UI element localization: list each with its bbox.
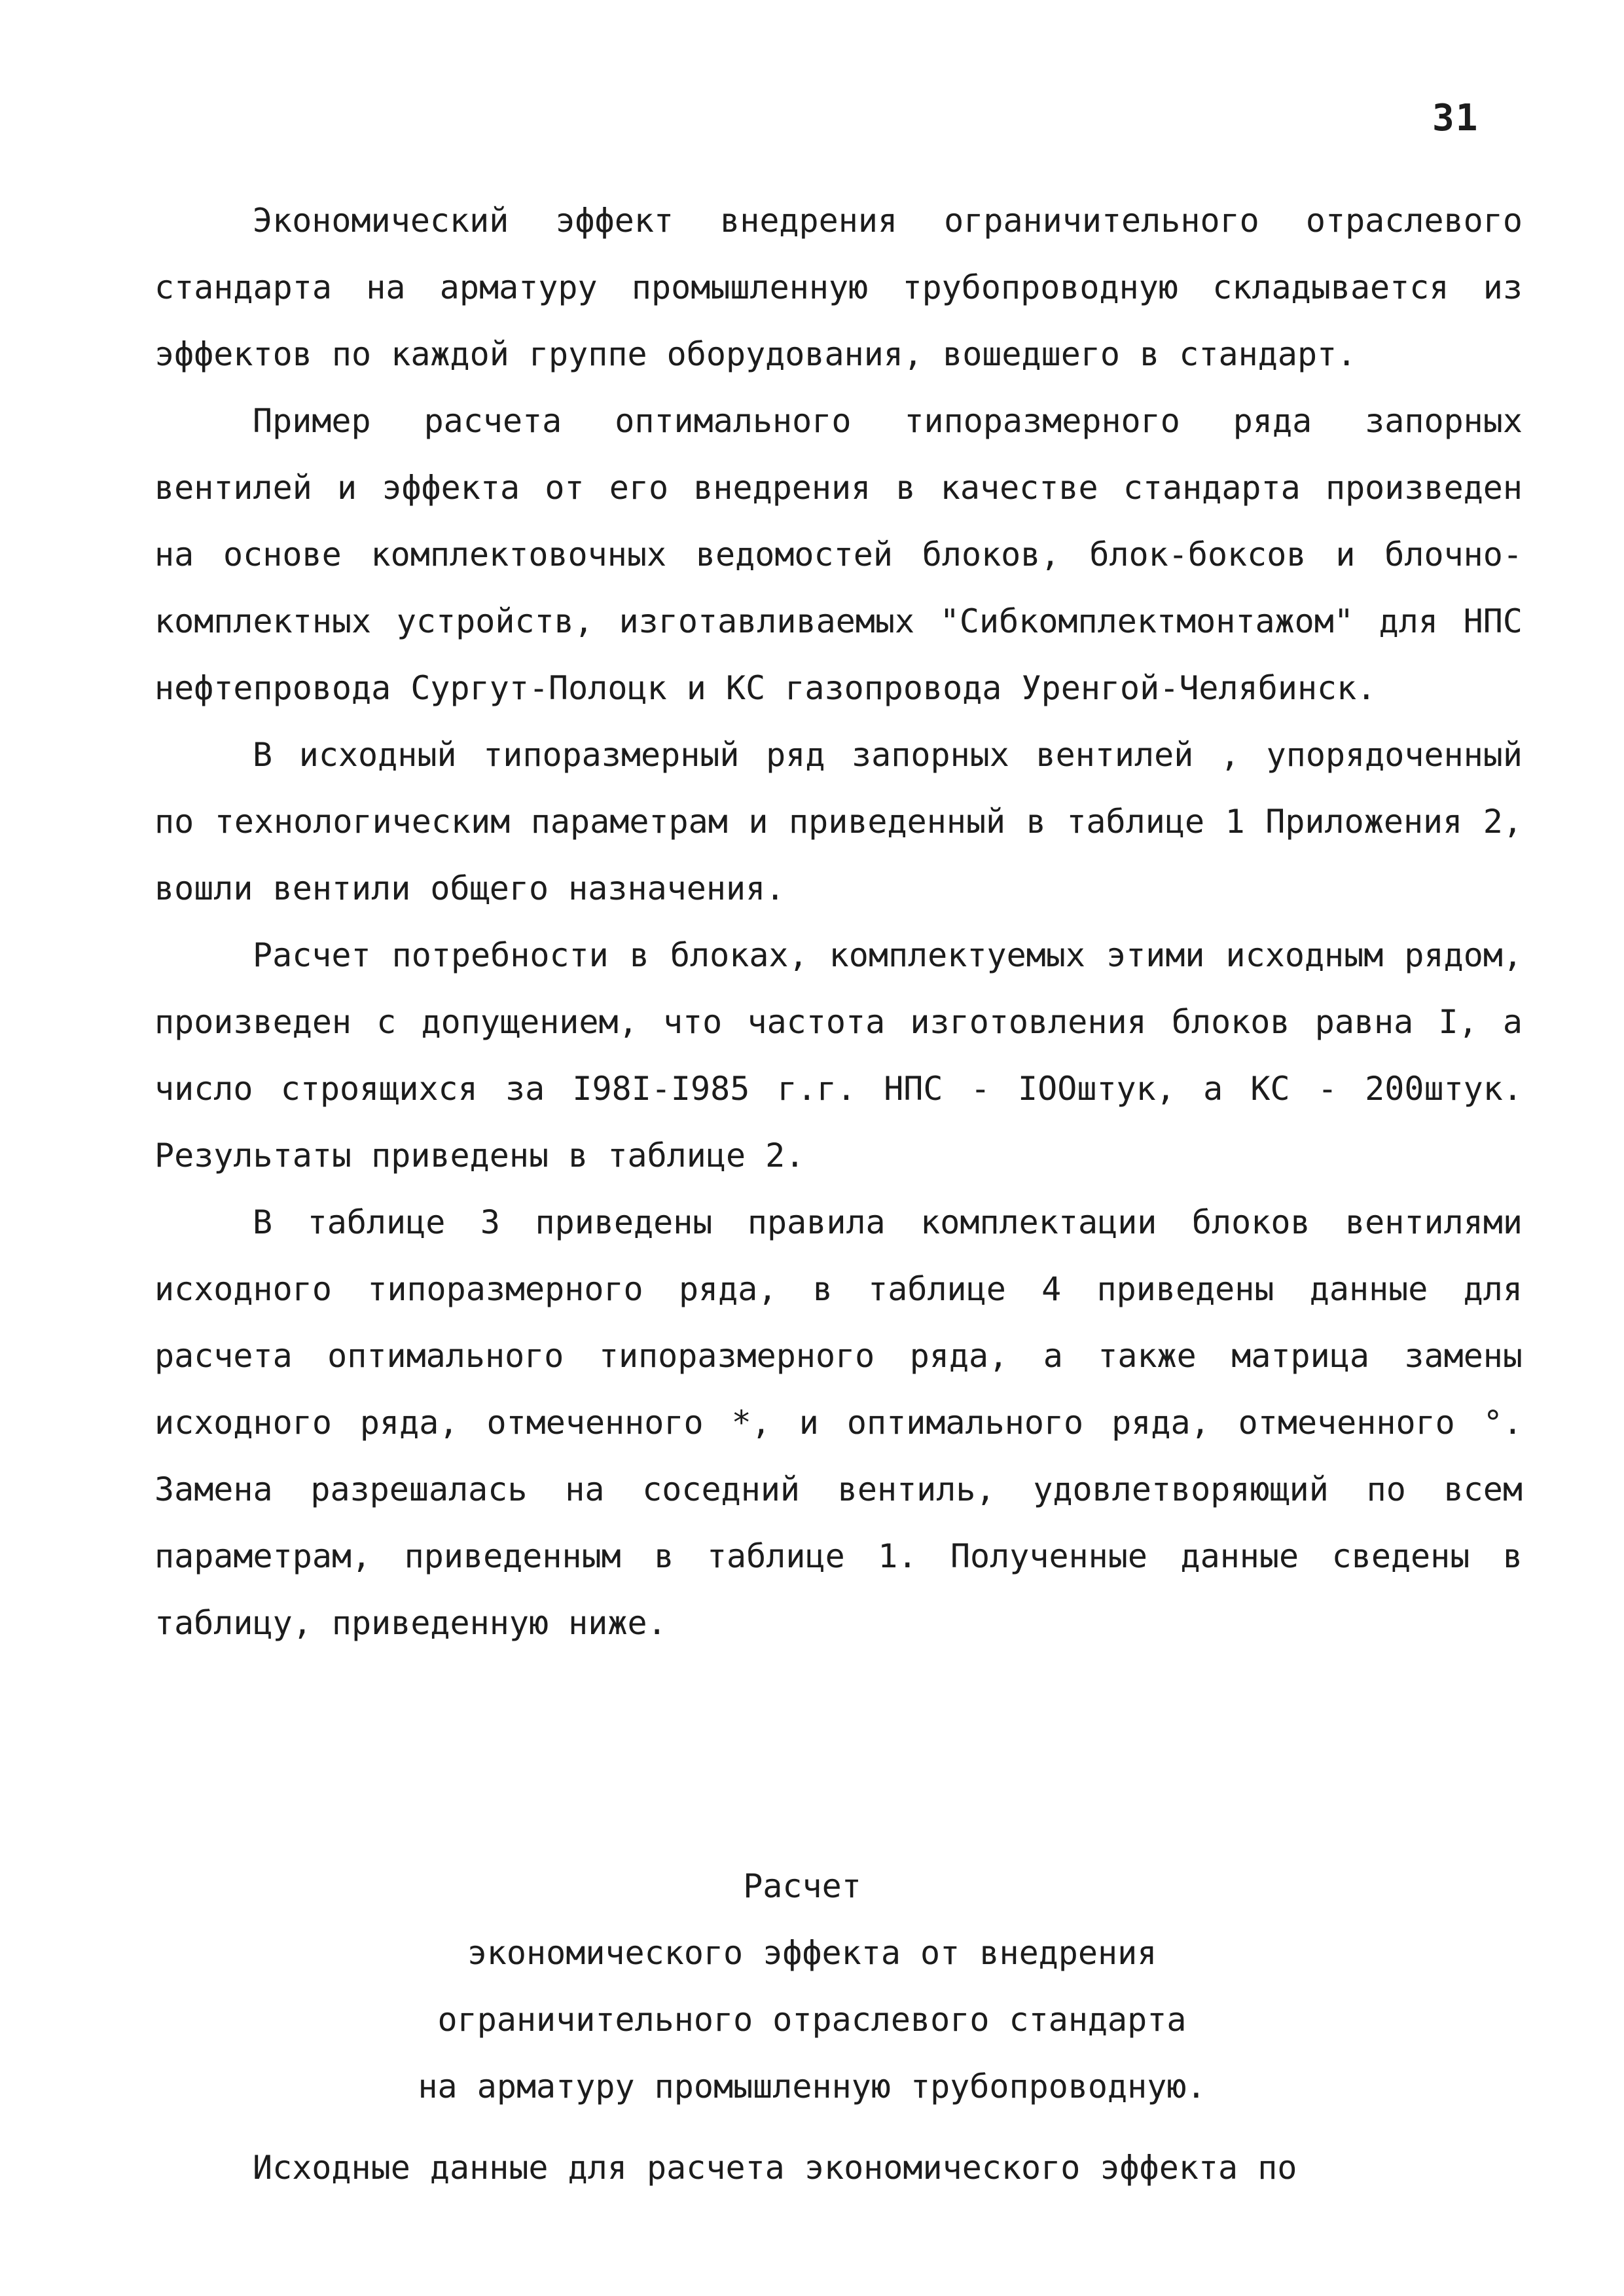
heading-line-3: на арматуру промышленную трубопроводную.: [418, 2068, 1206, 2105]
paragraph-calculation-example: Пример расчета оптимального типоразмерного ряда запорных вентилей и эффекта от его внедрения в качестве стандарта произведен на основе комплектовочных ведомостей блоков, блок-боксов и блочно-комплектных устройств, изготавливаемых "Сибкомплектмонтажом" для НПС нефтепровода Сургут-Полоцк и КС газопровода Уренгой-Челябинск.: [154, 402, 1523, 707]
body-text: [154, 187, 1523, 1656]
heading-title: Расчет: [743, 1867, 861, 1905]
paragraph-economic-effect: Экономический эффект внедрения ограничительного отраслевого стандарта на арматуру промышленную трубопроводную складывается из эффектов по каждой группе оборудования, вошедшего в стандарт.: [154, 202, 1523, 373]
paragraph-initial-series: В исходный типоразмерный ряд запорных вентилей , упорядоченный по технологическим параметрам и приведенный в таблице 1 Приложения 2, вошли вентили общего назначения.: [154, 736, 1523, 907]
paragraph-demand-calculation: Расчет потребности в блоках, комплектуемых этими исходным рядом, произведен с допущением, что частота изготовления блоков равна I, а число строящихся за I98I-I985 г.г. НПС - IООштук, а КС - 200штук. Результаты приведены в таблице 2.: [154, 936, 1523, 1175]
page-number: 31: [1432, 97, 1479, 139]
paragraph-tables-description: В таблице 3 приведены правила комплектации блоков вентилями исходного типоразмерного ряда, в таблице 4 приведены данные для расчета оптимального типоразмерного ряда, а также матрица замены исходного ряда, отмеченного *, и оптимального ряда, отмеченного °. Замена разрешалась на соседний вентиль, удовлетворяющий по всем параметрам, приведенным в таблице 1. Полученные данные сведены в таблицу, приведенную ниже.: [154, 1203, 1523, 1642]
heading-line-2: ограничительного отраслевого стандарта: [437, 2001, 1187, 2039]
final-line: Исходные данные для расчета экономического эффекта по: [253, 2149, 1297, 2187]
heading-line-1: экономического эффекта от внедрения: [467, 1934, 1157, 1972]
section-heading: [0, 1853, 1624, 2120]
